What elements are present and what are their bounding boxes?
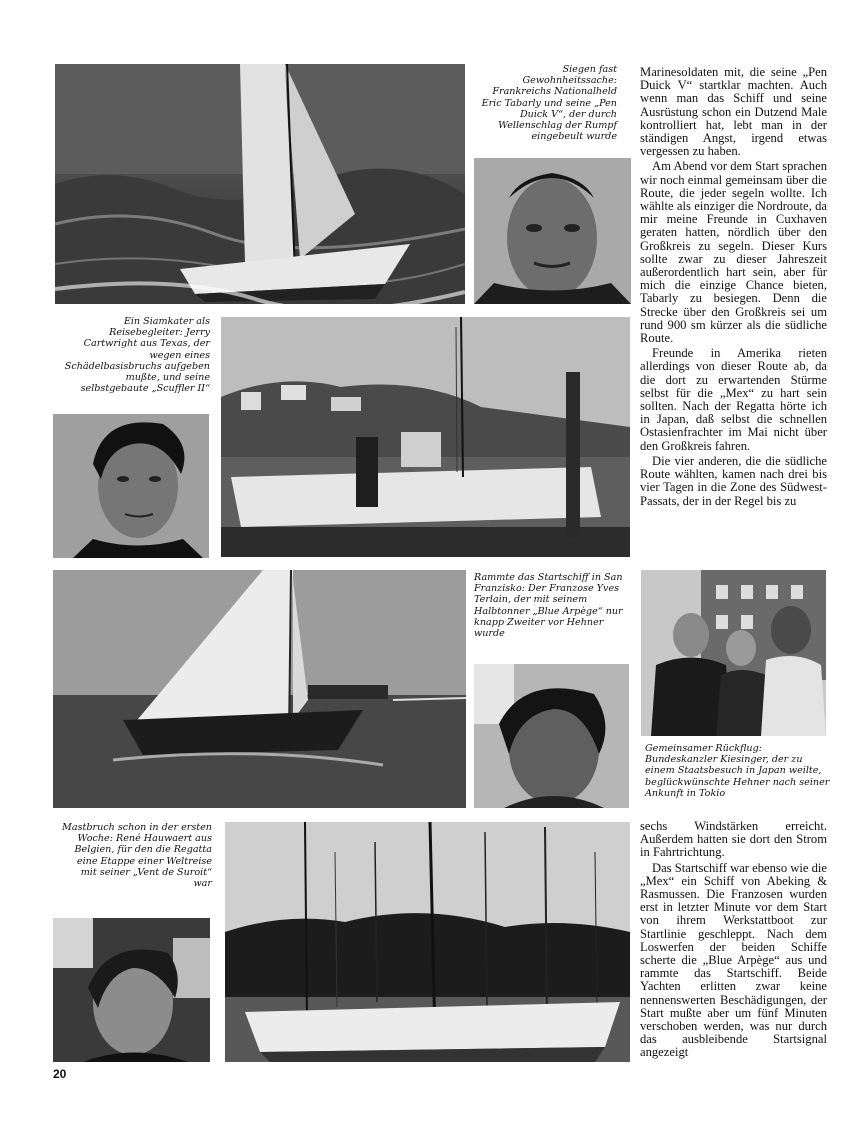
article-column-bottom (640, 820, 827, 1060)
photo-blue-arpege-sailing (53, 570, 466, 808)
caption-hauwaert: Mastbruch schon in der ersten Woche: René Hauwaert aus Belgien, für den die Regatta eine Etappe einer Weltreise mit seiner „Vent de Suroit“ war (62, 822, 212, 890)
paragraph: Am Abend vor dem Start sprachen wir noch einmal gemeinsam über die Route, die jeder segeln wollte. Ich wählte als einziger die Nordroute, da mir meine Freunde in Cuxhaven geraten hatten, nördlich über den Großkreis zu segeln. Dieser Kurs sollte zwar zu dieser Jahreszeit außerordentlich hart sein, aber für mich die einzige Chance bieten, Tabarly zu besiegen. Denn die Strecke über den Großkreis sei um rund 900 sm kürzer als die südliche Route. (640, 159, 827, 346)
photo-pen-duick-sailing (55, 64, 465, 304)
paragraph: Marinesoldaten mit, die seine „Pen Duick V“ startklar machten. Auch wenn man das Schiff und seine Ausrüstung schon ein Dutzend Male kontrolliert hat, lebt man in der ständigen Angst, irgend etwas vergessen zu haben. (640, 65, 827, 159)
photo-kiesinger-group (641, 570, 826, 736)
caption-tabarly: Siegen fast Gewohnheitssache: Frankreichs Nationalheld Eric Tabarly und seine „Pen Duick V“, der durch Wellenschlag der Rumpf eingebeult wurde (481, 64, 617, 143)
paragraph: Freunde in Amerika rieten allerdings von dieser Route ab, da die dort zu erwartenden Stürme selbst für die „Mex“ zu hart sein sollten. Nach der Regatta hörte ich in Japan, daß selbst die schnellen Ostasienfrachter im Mai nicht über den Großkreis fahren. (640, 346, 827, 453)
photo-harbor-scuffler (221, 317, 630, 557)
photo-tabarly-portrait (474, 158, 631, 304)
paragraph: Das Startschiff war ebenso wie die „Mex“ ein Schiff von Abeking & Rasmussen. Die Franzosen wurden erst in letzter Minute vor dem Start von ihrem Werkstattboot zur Startlinie geschleppt. Nach dem Loswerfen der beiden Schiffe scherte die „Blue Arpège“ aus und rammte das Startschiff. Beide Yachten erlitten zwar keine nennenswerten Beschädigungen, der Start mußte aber um fünf Minuten verschoben werden, was nur durch das ausbleibende Startsignal angezeigt (640, 860, 827, 1060)
photo-marina-masts (225, 822, 630, 1062)
page-number: 20 (53, 1067, 67, 1081)
caption-kiesinger: Gemeinsamer Rückflug: Bundeskanzler Kiesinger, der zu einem Staatsbesuch in Japan weilte, beglückwünschte Hehner nach seiner Ankunft in Tokio (645, 743, 830, 799)
article-column-top (640, 66, 827, 508)
caption-terlain: Rammte das Startschiff in San Franzisko: Der Franzose Yves Terlain, der mit seinem Halbtonner „Blue Arpège“ nur knapp Zweiter vor Hehner wurde (474, 572, 623, 640)
paragraph: Die vier anderen, die die südliche Route wählten, kamen nach drei bis vier Tagen in die Zone des Südwest-Passats, der in der Regel bis zu (640, 453, 827, 508)
paragraph: sechs Windstärken erreicht. Außerdem hatten sie dort den Strom in Fahrtrichtung. (640, 819, 827, 860)
caption-cartwright: Ein Siamkater als Reisebegleiter: Jerry Cartwright aus Texas, der wegen eines Schädelbasisbruchs aufgeben mußte, und seine selbstgebaute „Scuffler II“ (64, 316, 210, 395)
photo-terlain-portrait (474, 664, 629, 808)
photo-hauwaert-portrait (53, 918, 210, 1062)
photo-cartwright-portrait (53, 414, 209, 558)
